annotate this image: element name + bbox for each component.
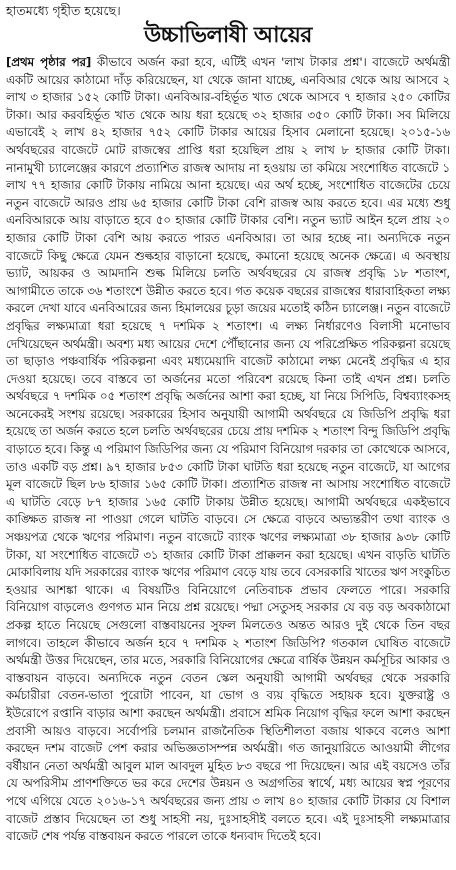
article-text: কীভাবে অর্জন করা হবে, এটিই এখন 'লাখ টাকার প্রশ্ন'। বাজেটে অর্থমন্ত্রী একটি আয়ের কাঠামো দাঁড় করিয়েছেন, যা থেকে জানা যাচ্ছে, এনবিআর থেকে আয় আসবে ২ লাখ ৩ হাজার ১৫২ কোটি টাকা। এনবিআর-বহির্ভূত খাত থেকে আসবে ৭ হাজার ২৫০ কোটির টাকা। আর করবহির্ভূত খাত থেকে আয় ধরা হয়েছে ৩২ হাজার ৩৫০ কোটি টাকা। সব মিলিয়ে এভাবেই ২ লাখ ৪২ হাজার ৭৫২ কোটি টাকার আয়ের হিসাব মেলানো হয়েছে। ২০১৫-১৬ অর্থবছরের বাজেটে মোট রাজস্বের প্রাপ্তি ধরা হয়েছিল প্রায় ২ লাখ ৮ হাজার কোটি টাকা। নানামুখী চ্যালেঞ্জের কারণে প্রত্যাশিত রাজস্ব আদায় না হওয়ায় তা কমিয়ে সংশোধিত বাজেটে ১ লাখ ৭৭ হাজার কোটি টাকায় নামিয়ে আনা হয়েছে। এর অর্থ হচ্ছে, সংশোধিত বাজেটের চেয়ে নতুন বাজেটে আরও প্রায় ৬৫ হাজার কোটি টাকা বেশি রাজস্ব আয় করতে হবে। এর মধ্যে শুধু এনবিআরকে আয় বাড়াতে হবে ৫০ হাজার কোটি টাকার বেশি। নতুন ভ্যাট আইন হলে প্রায় ২০ হাজার কোটি টাকা বেশি আয় করতে পারত এনবিআর। তা আর হচ্ছে না। অন্যদিকে নতুন বাজেটে কিছু ক্ষেত্রে যেমন শুল্কহার বাড়ানো হয়েছে, কমানো হয়েছে অনেক ক্ষেত্রে। এ অবস্থায় ভ্যাট, আয়কর ও আমদানি শুল্ক মিলিয়ে চলতি অর্থবছরের যে রাজস্ব প্রবৃদ্ধি ১৮ শতাংশ, আগামীতে তাকে ৩৬ শতাংশে উন্নীত করতে হবে। গত কয়েক বছরের রাজস্বের ধারাবাহিকতা লক্ষ্য করলে দেখা যাবে এনবিআরের জন্য হিমালয়ের চূড়া জয়ের মতোই কঠিন চ্যালেঞ্জ। নতুন বাজেটে প্রবৃদ্ধির লক্ষ্যমাত্রা ধরা হয়েছে ৭ দশমিক ২ শতাংশ। এ লক্ষ্য নির্ধারণেও বিলাসী মনোভাব দেখিয়েছেন অর্থমন্ত্রী। অবশ্য মধ্য আয়ের দেশে পৌঁছানোর জন্য যে পরিপ্রেক্ষিত পরিকল্পনা রয়েছে তা ছাড়াও পঞ্চবার্ষিক পরিকল্পনা এবং মধ্যমেয়াদি বাজেট কাঠামো লক্ষ্য মেনেই প্রবৃদ্ধির এ হার দেওয়া হয়েছে। তবে বাস্তবে তা অর্জনের মতো পরিবেশ রয়েছে কিনা তাই এখন প্রশ্ন। চলতি অর্থবছরে ৭ দশমিক ০৫ শতাংশ প্রবৃদ্ধি অর্জনের আশা করা হচ্ছে, যা নিয়ে সিপিডি, বিশ্বব্যাংকসহ অনেকেরই সংশয় রয়েছে। সরকারের হিসাব অনুযায়ী আগামী অর্থবছরে যে জিডিপি প্রবৃদ্ধি ধরা হয়েছে তা অর্জন করতে হলে চলতি অর্থবছরের চেয়ে প্রায় দশমিক ২ শতাংশ বিন্দু জিডিপি প্রবৃদ্ধি বাড়াতে হবে। কিন্তু এ পরিমাণ জিডিপির জন্য যে পরিমাণ বিনিয়োগ দরকার তা কোত্থেকে আসবে, তাও একটি বড় প্রশ্ন। ৯৭ হাজার ৮৫৩ কোটি টাকা ঘাটতি ধরা হয়েছে নতুন বাজেটে, যা আগের মূল বাজেটে ছিল ৮৬ হাজার ১৬৫ কোটি টাকা। প্রত্যাশিত রাজস্ব না আসায় সংশোধিত বাজেটে এ ঘাটতি বেড়ে ৮৭ হাজার ১৬৫ কোটি টাকায় উন্নীত হয়েছে। আগামী অর্থবছরে একইভাবে কাঙ্ক্ষিত রাজস্ব না পাওয়া গেলে ঘাটতি বাড়বে। সে ক্ষেত্রে বাড়বে অভ্যন্তরীণ তথা ব্যাংক ও সঞ্চয়পত্র থেকে ঋণের পরিমাণ। নতুন বাজেটে ব্যাংক ঋণের লক্ষ্যমাত্রা ৩৮ হাজার ৯৩৮ কোটি টাকা, যা সংশোধিত বাজেটে ৩১ হাজার কোটি টাকা প্রাক্কলন করা হয়েছে। এখন বাড়তি ঘাটতি মোকাবিলায় যদি সরকারের ব্যাংক ঋণের পরিমাণ বেড়ে যায় তবে বেসরকারি খাতের ঋণ সংকুচিত হওয়ার আশঙ্কা থাকে। এ বিষয়টিও বিনিয়োগে নেতিবাচক প্রভাব ফেলতে পারে। সরকারি বিনিয়োগ বাড়লেও গুণগত মান নিয়ে প্রশ্ন রয়েছে। পদ্মা সেতুসহ সরকার যে বড় বড় অবকাঠামো প্রকল্প হাতে নিয়েছে সেগুলো বাস্তবায়নের সুফল মিলতেও অন্তত আরও দুই থেকে তিন বছর লাগবে। তাহলে কীভাবে অর্জন হবে ৭ দশমিক ২ শতাংশ জিডিপি? গতকাল ঘোষিত বাজেটে অর্থমন্ত্রী উত্তর দিয়েছেন, তার মতে, সরকারি বিনিয়োগের ক্ষেত্রে বার্ষিক উন্নয়ন কর্মসূচির আকার ও বাস্তবায়ন বাড়বে। অন্যদিকে নতুন বেতন স্কেল অনুযায়ী আগামী অর্থবছর থেকে সরকারি কর্মচারীরা বেতন-ভাতা পুরোটা পাবেন, যা ভোগ ও ব্যয় বৃদ্ধিতে সহায়ক হবে। যুক্তরাষ্ট্র ও ইউরোপে রপ্তানি বাড়ার আশা করছেন অর্থমন্ত্রী। প্রবাসে শ্রমিক নিয়োগ বৃদ্ধির ফলে আশা করছেন প্রবাসী আয়ও বাড়বে। সর্বোপরি চলমান রাজনৈতিক স্থিতিশীলতা বজায় থাকবে বলেও আশা করছেন দশম বাজেট পেশ করার অভিজ্ঞতাসম্পন্ন অর্থমন্ত্রী। গত জানুয়ারিতে আওয়ামী লীগের বর্ষীয়ান নেতা অর্থমন্ত্রী আবুল মাল আবদুল মুহিত ৮৩ বছরে পা দিয়েছেন। আর এই বয়সেও তাঁর যে অপরিসীম প্রাণশক্তিতে ভর করে দেশের উন্নয়ন ও অগ্রগতির স্বার্থে, মধ্য আয়ের স্বপ্ন পূরণের পথে এগিয়ে যেতে ২০১৬-১৭ অর্থবছরের জন্য প্রায় ৩ লাখ ৪০ হাজার কোটি টাকার যে বিশাল বাজেট প্রস্তাব দিয়েছেন তা শুধু সাহসী নয়, দুঃসাহসীই বলতে হবে। এই দুঃসাহসী লক্ষ্যমাত্রার বাজেট শেষ পর্যন্ত বাস্তবায়ন করতে পারলে তাকে ধন্যবাদ দিতেই হবে। — [6, 55, 450, 844]
article-body — [6, 54, 450, 846]
article-headline: উচ্চাভিলাষী আয়ের — [144, 23, 312, 48]
article-paragraph — [6, 54, 450, 846]
continued-from-label: [প্রথম পৃষ্ঠার পর] — [6, 55, 92, 69]
previous-article-fragment: হাতমধ্যে গৃহীত হয়েছে। — [6, 3, 121, 18]
